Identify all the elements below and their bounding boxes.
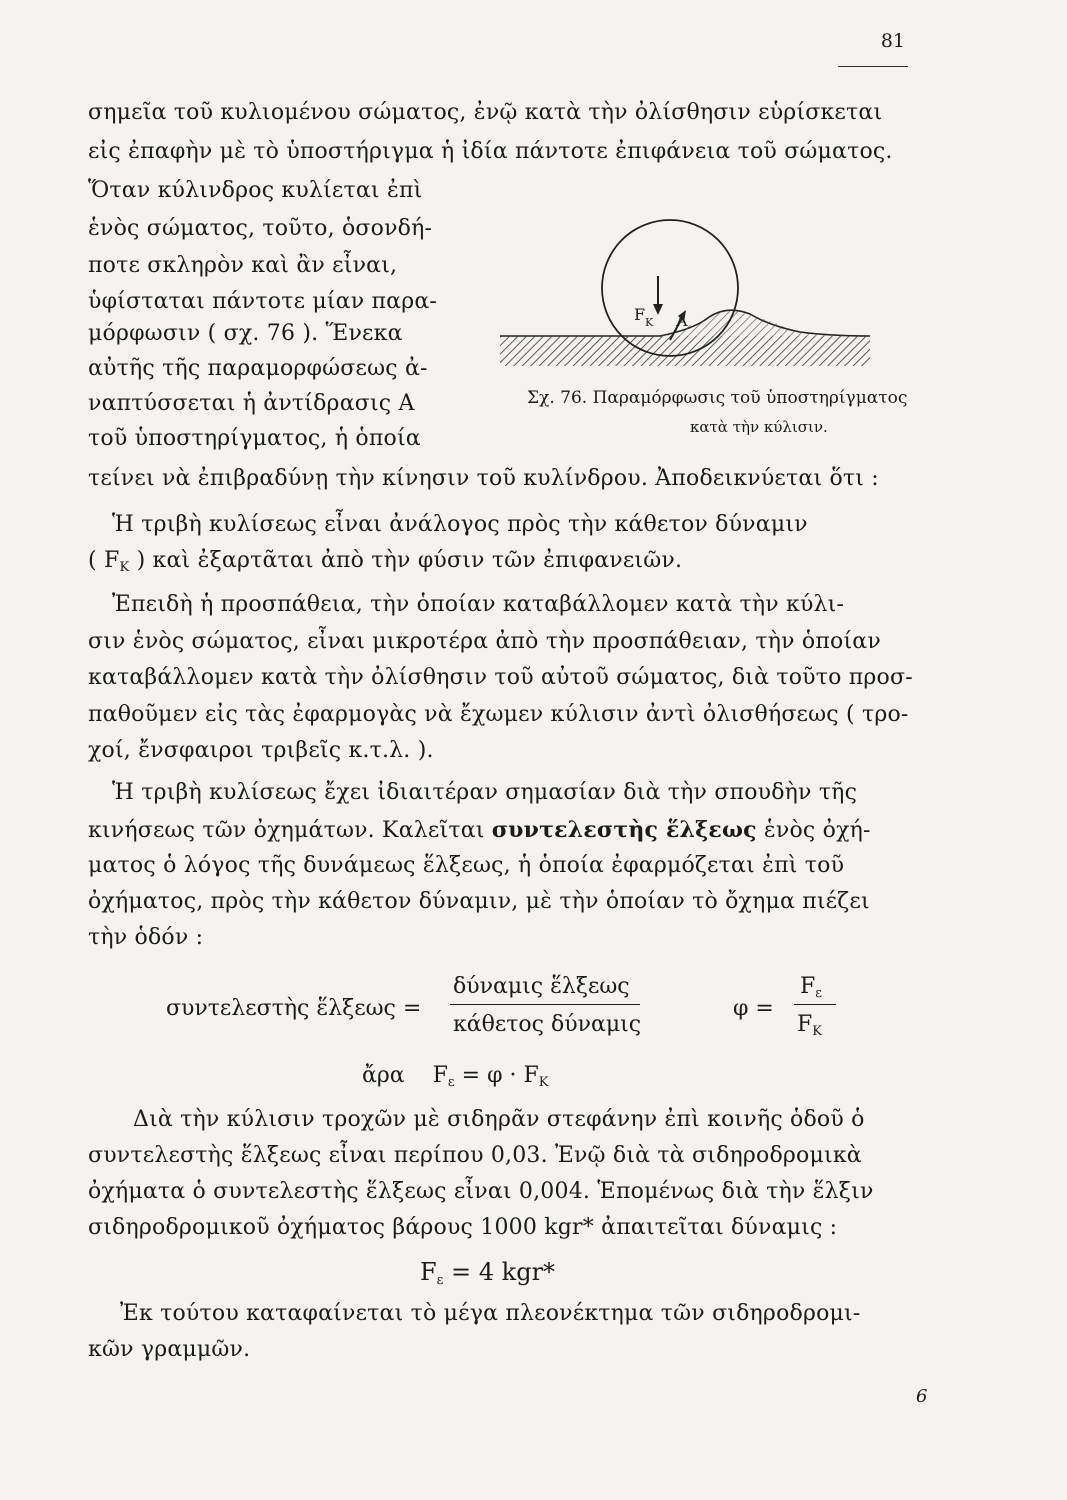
text-line: ὀχήματος, πρὸς τὴν κάθετον δύναμιν, μὲ τὴν ὁποίαν τὸ ὄχημα πιέζει	[88, 889, 870, 914]
phi-fraction-bar	[794, 1004, 836, 1005]
text-line: ναπτύσσεται ἡ ἀντίδρασις Α	[88, 391, 415, 416]
text-line: σημεῖα τοῦ κυλιομένου σώματος, ἐνῷ κατὰ τὴν ὀλίσθησιν εὑρίσκεται	[88, 100, 883, 125]
phi-numerator: Fε	[800, 974, 823, 1001]
page-number: 81	[880, 30, 905, 52]
formula-denominator: κάθετος δύναμις	[453, 1012, 642, 1037]
text-line: μόρφωσιν ( σχ. 76 ). Ἕνεκα	[88, 321, 403, 346]
formula-lhs: συντελεστὴς ἕλξεως =	[166, 996, 422, 1021]
force-label-sub: K	[645, 316, 654, 329]
text-line: τείνει νὰ ἐπιβραδύνῃ τὴν κίνησιν τοῦ κυλίνδρου. Ἀποδεικνύεται ὅτι :	[88, 466, 879, 491]
fraction-bar	[450, 1004, 640, 1005]
text-line: Ἡ τριβὴ κυλίσεως ἔχει ἰδιαιτέραν σημασίαν διὰ τὴν σπουδὴν τῆς	[112, 780, 858, 805]
law-line-2: ( FK ) καὶ ἐξαρτᾶται ἀπὸ τὴν φύσιν τῶν ἐπιφανειῶν.	[88, 548, 683, 575]
formula-2: ἄρα Fε = φ · FK	[362, 1063, 549, 1090]
text-line: παθοῦμεν εἰς τὰς ἐφαρμογὰς νὰ ἔχωμεν κύλισιν ἀντὶ ὀλισθήσεως ( τρο-	[88, 702, 909, 727]
text-line: σιδηροδρομικοῦ ὀχήματος βάρους 1000 kgr* ἀπαιτεῖται δύναμις :	[88, 1215, 838, 1240]
phi-lhs: φ =	[733, 996, 774, 1021]
signature-mark: 6	[916, 1386, 928, 1407]
defined-term: συντελεστὴς ἕλξεως	[491, 817, 757, 843]
formula-numerator: δύναμις ἕλξεως	[453, 974, 630, 999]
law-line-1: Ἡ τριβὴ κυλίσεως εἶναι ἀνάλογος πρὸς τὴν κάθετον δύναμιν	[112, 512, 808, 537]
text-line: σιν ἑνὸς σώματος, εἶναι μικροτέρα ἀπὸ τὴν προσπάθειαν, τὴν ὁποίαν	[88, 629, 881, 654]
text-line: Διὰ τὴν κύλισιν τροχῶν μὲ σιδηρᾶν στεφάνην ἐπὶ κοινῆς ὁδοῦ ὁ	[133, 1107, 865, 1132]
text-line: τὴν ὁδόν :	[88, 925, 204, 950]
text-line: Ἐκ τούτου καταφαίνεται τὸ μέγα πλεονέκτημα τῶν σιδηροδρομι-	[120, 1301, 861, 1326]
text-line: ματος ὁ λόγος τῆς δυνάμεως ἕλξεως, ἡ ὁποία ἐφαρμόζεται ἐπὶ τοῦ	[88, 853, 845, 878]
text-line: ποτε σκληρὸν καὶ ἂν εἶναι,	[88, 253, 398, 278]
text-line: τοῦ ὑποστηρίγματος, ἡ ὁποία	[88, 426, 421, 451]
text-line: κινήσεως τῶν ὀχημάτων. Καλεῖται συντελεστὴς ἕλξεως ἑνὸς ὀχή-	[88, 817, 871, 843]
text-line: ὀχήματα ὁ συντελεστὴς ἕλξεως εἶναι 0,004. Ἑπομένως διὰ τὴν ἕλξιν	[88, 1179, 874, 1204]
text-line: εἰς ἐπαφὴν μὲ τὸ ὑποστήριγμα ἡ ἰδία πάντοτε ἐπιφάνεια τοῦ σώματος.	[88, 139, 893, 164]
text-line: Ἐπειδὴ ἡ προσπάθεια, τὴν ὁποίαν καταβάλλομεν κατὰ τὴν κύλι-	[112, 592, 845, 617]
reaction-label: Α	[676, 311, 688, 330]
text-line: Ὅταν κύλινδρος κυλίεται ἐπὶ	[88, 178, 423, 203]
force-label: F	[634, 305, 646, 324]
text-line: ὑφίσταται πάντοτε μίαν παρα-	[88, 289, 438, 314]
text-line: αὐτῆς τῆς παραμορφώσεως ἀ-	[88, 356, 428, 381]
formula-3: Fε = 4 kgr*	[420, 1258, 556, 1288]
header-rule	[838, 66, 908, 67]
figure-caption-2: κατὰ τὴν κύλισιν.	[690, 418, 828, 436]
phi-denominator: FK	[797, 1012, 822, 1039]
text-line: κῶν γραμμῶν.	[88, 1337, 251, 1362]
text-line: χοί, ἔνσφαιροι τριβεῖς κ.τ.λ. ).	[88, 738, 434, 763]
text-line: καταβάλλομεν κατὰ τὴν ὀλίσθησιν τοῦ αὐτοῦ σώματος, διὰ τοῦτο προσ-	[88, 665, 913, 690]
figure-76-diagram	[500, 218, 880, 393]
figure-caption: Σχ. 76. Παραμόρφωσις τοῦ ὑποστηρίγματος	[527, 388, 908, 408]
text-line: ἑνὸς σώματος, τοῦτο, ὁσονδή-	[88, 216, 433, 241]
text-line: συντελεστὴς ἕλξεως εἶναι περίπου 0,03. Ἐνῷ διὰ τὰ σιδηροδρομικὰ	[88, 1143, 862, 1168]
